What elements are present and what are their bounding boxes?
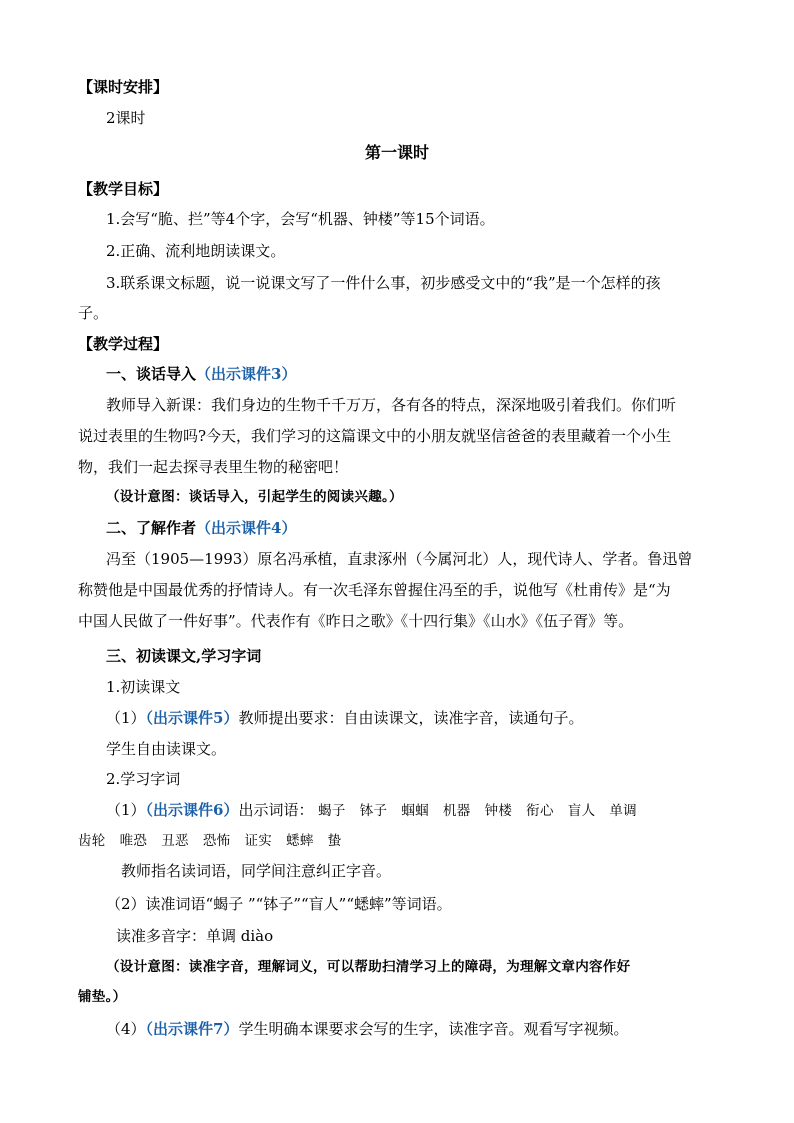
word: 丑恶 (161, 833, 189, 849)
schedule-value: 2课时 (106, 109, 146, 127)
step-1-title: 一、谈话导入 (106, 365, 197, 383)
word: 衔心 (526, 803, 554, 819)
courseware-ref-7: （出示课件7） (145, 1020, 239, 1038)
step-3-item-1b: 学生自由读课文。 (106, 740, 227, 758)
word-list-row-2 (78, 830, 718, 852)
step-1-para-line: 教师导入新课：我们身边的生物千千万万，各有各的特点，深深地吸引着我们。你们听 (106, 396, 677, 414)
step-2-para-line: 称赞他是中国最优秀的抒情诗人。有一次毛泽东曾握住冯至的手，说他写《杜甫传》是“为 (78, 581, 671, 599)
item-number: （1） (106, 709, 146, 727)
step-3-teacher-note: 教师指名读词语，同学间注意纠正字音。 (121, 862, 392, 880)
step-3-sub-1: 1.初读课文 (106, 678, 181, 696)
step-1-para-line: 说过表里的生物吗?今天，我们学习的这篇课文中的小朋友就坚信爸爸的表里藏着一个小生 (78, 427, 672, 445)
step-2-title: 二、了解作者 (106, 519, 197, 537)
step-3-item-1 (106, 707, 746, 729)
goal-2: 2.正确、流利地朗读课文。 (106, 242, 286, 260)
goal-3: 3.联系课文标题，说一说课文写了一件什么事，初步感受文中的“我”是一个怎样的孩 (106, 274, 661, 292)
courseware-ref-3: （出示课件3） (196, 365, 297, 383)
item-text: 教师提出要求：自由读课文，读准字音，读通句子。 (238, 709, 584, 727)
step-3-title: 三、初读课文,学习字词 (106, 647, 262, 665)
word: 单调 (609, 803, 637, 819)
step-1-para-line: 物，我们一起去探寻表里生物的秘密吧！ (78, 458, 349, 476)
item-text: 学生明确本课要求会写的生字，读准字音。观看写字视频。 (238, 1020, 629, 1038)
step-3-design-note-cont: 铺垫。） (78, 989, 127, 1005)
word-list-row-1 (314, 803, 651, 819)
step-3-item-2 (106, 799, 746, 822)
step-2-para-line: 冯至（1905—1993）原名冯承植，直隶涿州（今属河北）人，现代诗人、学者。鲁迅曾 (106, 550, 693, 568)
word: 蛰 (327, 833, 342, 849)
goal-1: 1.会写“脆、拦”等4个字，会写“机器、钟楼”等15个词语。 (106, 210, 495, 228)
word: 蟋蟀 (286, 833, 314, 849)
item-text: 出示词语： (238, 801, 314, 819)
word: 唯恐 (119, 833, 148, 849)
step-1-heading (106, 363, 746, 385)
word: 机器 (442, 803, 471, 819)
word: 蝎子 (318, 803, 346, 819)
step-2-heading (106, 517, 746, 539)
step-2-para-line: 中国人民做了一件好事”。代表作有《昨日之歌》《十四行集》《山水》《伍子胥》等。 (78, 612, 634, 630)
item-number: （1） (106, 801, 146, 819)
step-3-sub-2: 2.学习字词 (106, 770, 181, 788)
step-3-item-4 (106, 1018, 746, 1040)
section-heading-goals: 【教学目标】 (78, 180, 169, 198)
word: 盲人 (567, 803, 596, 819)
word: 证实 (244, 833, 273, 849)
word: 钵子 (359, 803, 388, 819)
courseware-ref-5: （出示课件5） (145, 709, 239, 727)
step-3-design-note: （设计意图：读准字音，理解词义，可以帮助扫清学习上的障碍，为理解文章内容作好 (106, 959, 631, 975)
word: 蝈蝈 (401, 803, 429, 819)
step-1-design-note: （设计意图：谈话导入，引起学生的阅读兴趣。） (106, 489, 403, 505)
word: 恐怖 (202, 833, 231, 849)
step-3-item-3: （2）读准词语“蝎子 ”“钵子”“盲人”“蟋蟀”等词语。 (106, 895, 452, 913)
word: 钟楼 (484, 803, 513, 819)
courseware-ref-6: （出示课件6） (145, 801, 239, 819)
goal-3-cont: 子。 (78, 304, 109, 322)
courseware-ref-4: （出示课件4） (196, 519, 297, 537)
lesson-title: 第一课时 (364, 143, 429, 162)
section-heading-process: 【教学过程】 (78, 335, 169, 353)
section-heading-schedule: 【课时安排】 (78, 78, 169, 96)
item-number: （4） (106, 1020, 146, 1038)
step-3-polyphone: 读准多音字：单调 diào (116, 927, 274, 945)
word: 齿轮 (78, 833, 106, 849)
